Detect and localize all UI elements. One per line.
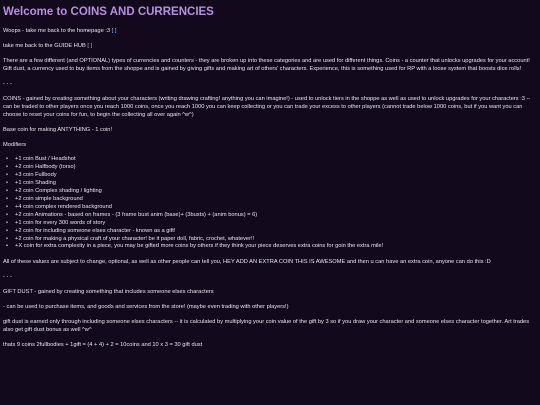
home-nav-text: Woops - take me back to the homepage :3 bbox=[3, 28, 112, 34]
list-item: • +2 coin Halfbody (torso) bbox=[15, 164, 536, 172]
guide-nav-text: take me back to the GUIDE HUB bbox=[3, 43, 88, 49]
list-item: • +X coin for extra complexity in a piece, you may be gifted more coins by others if they think your piece deserves extra coins for goin the extra mile! bbox=[15, 243, 536, 251]
list-item: • +2 coin for including someone elses character - known as a gift! bbox=[15, 228, 536, 236]
modifiers-list bbox=[3, 156, 536, 251]
base-coin-text: Base coin for making ANTYTHING - 1 coin! bbox=[3, 127, 113, 133]
list-item: • +4 coin complex rendered background bbox=[15, 204, 536, 212]
list-item: • +2 coin for making a physical craft of your character! be it paper doll, fabric, crochet, whatever!! bbox=[15, 236, 536, 244]
list-item: • +2 coin Animations - based on frames - (3 frame bust anim (base)+ (3busts) + (anim bonus) = 6) bbox=[15, 212, 536, 220]
list-item: • +2 coin simple background bbox=[15, 196, 536, 204]
list-item: • +1 coin Shading bbox=[15, 180, 536, 188]
list-item: • +3 coin Fullbody bbox=[15, 172, 536, 180]
list-item: • +1 coin for every 300 words of story bbox=[15, 220, 536, 228]
separator: - - - bbox=[3, 274, 12, 281]
values-note: All of these values are subject to change, optional, as well as other people can tell you, HEY ADD AN EXTRA COIN THIS IS AWESOME and then u can have an extra coin, anyone can do this :D bbox=[3, 259, 491, 266]
list-item: • +1 coin Bust / Headshot bbox=[15, 156, 536, 164]
separator: - - - bbox=[3, 81, 12, 87]
home-nav bbox=[3, 27, 536, 35]
coins-description: COINS - gained by creating something about your characters (writing drawing crafting! anything you can imagine!) - used to unlock tiers in the shoppe as well as used to unlock upgrades for your characters :3 -- can be traded to other players once you reach 1000 coins, once you reach 1000 you can keep collecting or you can trade your excess to other players (cannot trade below 1000 coins, but if you want you can choose to reset your coins for fun, to begin the collecting all over again ^w^) bbox=[3, 96, 531, 118]
gift-dust-calculation: gift dust is earned only through including someone elses characters -- it is calculated by multiplying your coin value of the gift by 3 so if you draw your character and someone elses character together. Art trades also get gift dust bonus as well ^w^ bbox=[3, 319, 530, 334]
guide-nav bbox=[3, 42, 536, 50]
intro-paragraph: There are a few different (and OPTIONAL) types of currencies and counters - they are broken up into these categories and are used for different things. Coins - a counter that unlocks upgrades for your account! Gift dust, a currency used to buy items from the shoppe and is gained by giving gifts and making art of others' characters. Experience, this is something used for RP with a loose system that boosts dice rolls! bbox=[3, 58, 530, 72]
page-title: Welcome to COINS AND CURRENCIES bbox=[3, 6, 214, 18]
list-item: • +2 coin Complex shading / lighting bbox=[15, 188, 536, 196]
gift-dust-example: thats 9 coins 2fullbodies + 1gift = (4 + 4) + 2 = 10coins and 10 x 3 = 30 gift dust bbox=[3, 342, 203, 349]
home-link[interactable]: [ ] bbox=[111, 28, 117, 34]
modifiers-heading: Modifiers bbox=[3, 142, 27, 148]
guide-hub-link[interactable]: [ ] bbox=[87, 43, 93, 49]
gift-dust-description: GIFT DUST - gained by creating something that includes someone elses characters bbox=[3, 289, 214, 296]
gift-dust-usage: - can be used to purchase items, and goods and services from the store! (maybe even trading with other players!) bbox=[3, 304, 289, 311]
